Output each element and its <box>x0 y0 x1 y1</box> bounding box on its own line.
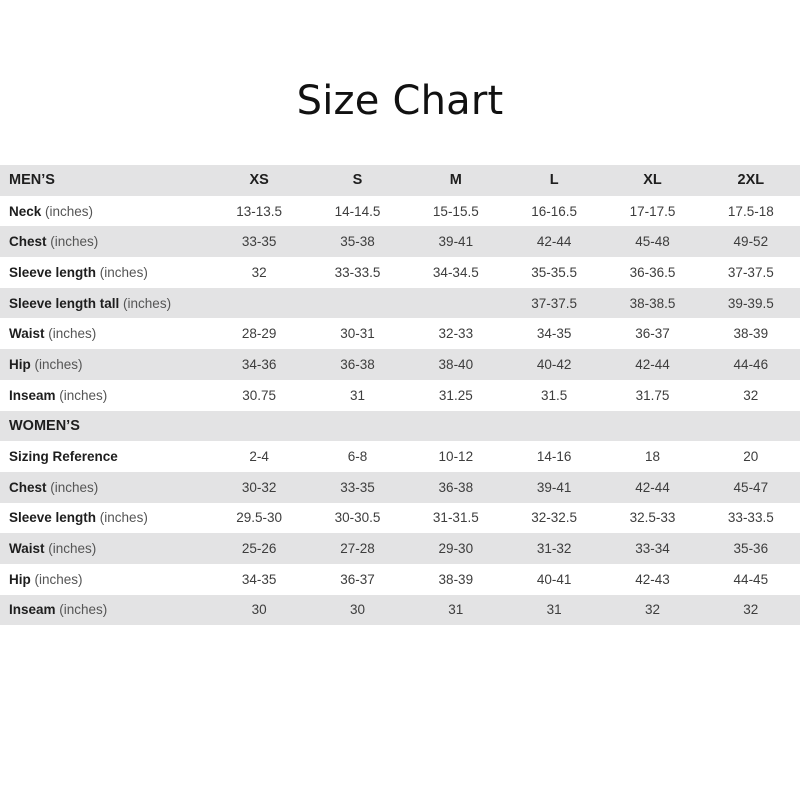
table-cell: 31-31.5 <box>432 510 479 526</box>
row-label <box>0 533 210 564</box>
table-cell: 31.75 <box>635 387 670 403</box>
table-cell: 42-43 <box>635 571 670 587</box>
empty-cell <box>407 411 505 442</box>
table-cell: 31 <box>349 387 365 403</box>
table-cell: 30-31 <box>340 326 375 342</box>
table-cell: 45-48 <box>603 226 701 257</box>
table-cell: 6-8 <box>347 449 368 465</box>
measurement-name: Neck <box>9 203 42 219</box>
table-row <box>0 503 800 534</box>
table-cell: 32 <box>702 595 800 626</box>
table-cell: 33-33.5 <box>334 264 381 280</box>
size-column-header: XS <box>210 165 308 196</box>
table-cell: 35-35.5 <box>531 264 578 280</box>
size-column-header: M <box>407 165 505 196</box>
table-cell <box>308 288 406 319</box>
table-cell: 36-36.5 <box>629 264 676 280</box>
table-cell: 18 <box>644 449 660 465</box>
row-label <box>0 503 210 534</box>
size-column-header: L <box>505 165 603 196</box>
section-title: WOMEN’S <box>0 411 210 442</box>
measurement-name: Waist <box>9 326 45 342</box>
table-cell: 38-38.5 <box>603 288 701 319</box>
size-table <box>0 165 800 625</box>
table-cell: 37-37.5 <box>727 264 774 280</box>
table-cell: 30 <box>210 595 308 626</box>
measurement-unit: (inches) <box>55 387 108 403</box>
table-cell: 10-12 <box>438 449 474 465</box>
table-cell: 32.5-33 <box>629 510 676 526</box>
table-cell: 44-46 <box>702 349 800 380</box>
table-cell: 36-38 <box>407 472 505 503</box>
measurement-name: Chest <box>9 234 47 250</box>
table-cell: 31 <box>505 595 603 626</box>
section-title: MEN’S <box>0 165 210 196</box>
empty-cell <box>702 411 800 442</box>
empty-cell <box>505 411 603 442</box>
table-cell: 31 <box>407 595 505 626</box>
measurement-unit: (inches) <box>119 295 172 311</box>
measurement-unit: (inches) <box>46 234 99 250</box>
size-column-header: 2XL <box>702 165 800 196</box>
row-label <box>0 380 210 411</box>
table-row <box>0 472 800 503</box>
table-cell: 31-32 <box>505 533 603 564</box>
measurement-name: Hip <box>9 356 31 372</box>
table-cell: 34-35 <box>241 571 277 587</box>
table-cell: 32 <box>251 264 267 280</box>
measurement-unit: (inches) <box>44 541 97 557</box>
table-cell: 39-39.5 <box>702 288 800 319</box>
measurement-name: Hip <box>9 571 31 587</box>
table-cell: 30-32 <box>210 472 308 503</box>
table-cell: 42-44 <box>603 472 701 503</box>
table-cell: 38-40 <box>407 349 505 380</box>
table-row <box>0 533 800 564</box>
section-header-row <box>0 165 800 196</box>
table-cell: 33-35 <box>210 226 308 257</box>
table-row <box>0 318 800 349</box>
measurement-unit: (inches) <box>44 326 97 342</box>
table-cell: 42-44 <box>603 349 701 380</box>
empty-cell <box>210 411 308 442</box>
table-cell: 30.75 <box>242 387 277 403</box>
table-cell: 29.5-30 <box>236 510 283 526</box>
row-label <box>0 441 210 472</box>
table-cell: 16-16.5 <box>531 203 578 219</box>
table-cell: 36-37 <box>340 571 375 587</box>
table-cell: 44-45 <box>733 571 769 587</box>
measurement-name: Sleeve length <box>9 264 97 280</box>
measurement-name: Inseam <box>9 387 56 403</box>
table-cell: 20 <box>743 449 759 465</box>
table-cell: 38-39 <box>438 571 474 587</box>
measurement-name: Chest <box>9 479 47 495</box>
table-cell: 33-34 <box>603 533 701 564</box>
empty-cell <box>603 411 701 442</box>
measurement-name: Sleeve length tall <box>9 295 120 311</box>
size-column-header: XL <box>603 165 701 196</box>
table-cell: 27-28 <box>308 533 406 564</box>
table-cell: 38-39 <box>733 326 769 342</box>
row-label <box>0 257 210 288</box>
measurement-name: Waist <box>9 541 45 557</box>
measurement-name: Sizing Reference <box>9 449 118 465</box>
table-row <box>0 257 800 288</box>
measurement-name: Inseam <box>9 602 56 618</box>
table-cell: 14-14.5 <box>334 203 381 219</box>
table-cell: 35-36 <box>702 533 800 564</box>
measurement-unit: (inches) <box>30 356 83 372</box>
empty-cell <box>308 411 406 442</box>
measurement-unit: (inches) <box>96 264 148 280</box>
row-label <box>0 349 210 380</box>
table-cell: 34-35 <box>536 326 572 342</box>
table-cell: 45-47 <box>702 472 800 503</box>
row-label <box>0 564 210 595</box>
table-cell: 37-37.5 <box>505 288 603 319</box>
table-cell: 14-16 <box>536 449 572 465</box>
table-cell: 36-37 <box>635 326 670 342</box>
measurement-unit: (inches) <box>46 479 99 495</box>
table-cell <box>210 288 308 319</box>
table-cell: 29-30 <box>407 533 505 564</box>
row-label <box>0 288 210 319</box>
size-column-header: S <box>308 165 406 196</box>
table-cell: 17-17.5 <box>629 203 676 219</box>
measurement-unit: (inches) <box>41 203 94 219</box>
row-label <box>0 226 210 257</box>
table-cell: 42-44 <box>505 226 603 257</box>
section-header-row <box>0 411 800 442</box>
table-cell: 39-41 <box>505 472 603 503</box>
measurement-unit: (inches) <box>55 602 108 618</box>
table-row <box>0 595 800 626</box>
table-row <box>0 564 800 595</box>
table-row <box>0 441 800 472</box>
row-label <box>0 595 210 626</box>
table-cell: 33-35 <box>308 472 406 503</box>
measurement-unit: (inches) <box>30 571 83 587</box>
table-cell: 2-4 <box>249 449 269 465</box>
table-cell: 34-36 <box>210 349 308 380</box>
table-cell: 35-38 <box>308 226 406 257</box>
table-row <box>0 226 800 257</box>
table-row <box>0 349 800 380</box>
row-label <box>0 318 210 349</box>
table-cell: 32 <box>743 387 759 403</box>
table-cell: 32 <box>603 595 701 626</box>
table-cell: 17.5-18 <box>727 203 774 219</box>
table-cell: 40-41 <box>536 571 572 587</box>
table-cell: 30-30.5 <box>334 510 381 526</box>
table-cell: 13-13.5 <box>236 203 283 219</box>
row-label <box>0 472 210 503</box>
table-cell: 25-26 <box>210 533 308 564</box>
table-cell: 15-15.5 <box>432 203 479 219</box>
table-cell <box>407 288 505 319</box>
table-cell: 31.5 <box>541 387 568 403</box>
table-row <box>0 196 800 227</box>
measurement-unit: (inches) <box>96 510 148 526</box>
table-cell: 34-34.5 <box>432 264 479 280</box>
table-cell: 33-33.5 <box>727 510 774 526</box>
size-table-body <box>0 165 800 625</box>
table-cell: 31.25 <box>438 387 473 403</box>
table-cell: 28-29 <box>241 326 277 342</box>
table-cell: 40-42 <box>505 349 603 380</box>
page-title: Size Chart <box>296 78 504 124</box>
table-cell: 32-33 <box>438 326 474 342</box>
table-cell: 30 <box>308 595 406 626</box>
table-cell: 49-52 <box>702 226 800 257</box>
table-cell: 36-38 <box>308 349 406 380</box>
table-cell: 32-32.5 <box>531 510 578 526</box>
table-row <box>0 288 800 319</box>
table-row <box>0 380 800 411</box>
measurement-name: Sleeve length <box>9 510 97 526</box>
row-label <box>0 196 210 227</box>
table-cell: 39-41 <box>407 226 505 257</box>
